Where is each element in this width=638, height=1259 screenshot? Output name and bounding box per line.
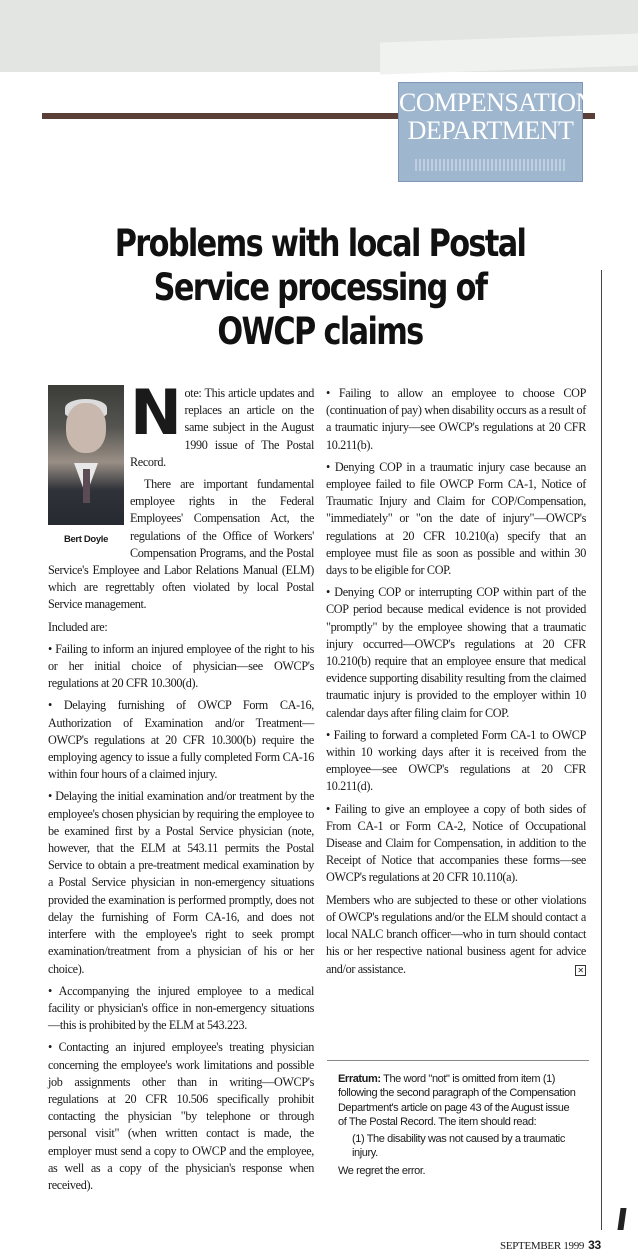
- author-portrait-image: [48, 385, 124, 525]
- violation-item: • Denying COP in a traumatic injury case because an employee failed to file OWCP Form CA-1, Notice of Traumatic Injury and Claim for COP/Compensation, "immediately" or "on the date of injury"—OWCP's regulations at 20 CFR 10.210(a) specify that an employee must file as soon as possible and within 30 days to be eligible for COP.: [326, 459, 586, 578]
- department-line1: COMPENSATION: [399, 88, 594, 117]
- closing-paragraph: [326, 892, 586, 978]
- closing-text: Members who are subjected to these or other violations of OWCP's regulations and/or the ELM should contact a local NALC branch officer—who in turn should contact his or her respective national business agent for advice and/or assistance.: [326, 892, 586, 976]
- article-column-left: [48, 376, 314, 1199]
- department-banner: [398, 82, 594, 182]
- erratum-paragraph: [338, 1072, 576, 1129]
- article-column-right: [326, 385, 586, 983]
- page-footer: [500, 1238, 601, 1252]
- issue-date: SEPTEMBER 1999: [500, 1240, 585, 1252]
- erratum-divider: [327, 1060, 589, 1061]
- erratum-text: The word "not" is omitted from item (1) following the second paragraph of the Compensation Department's article on page 43 of the August issue of The Postal Record. The item should read:: [338, 1073, 576, 1128]
- article-title: Problems with local Postal Service processing of OWCP claims: [114, 222, 526, 353]
- column-rule: [601, 270, 602, 1230]
- violation-item: • Contacting an injured employee's treating physician concerning the employee's work limitations and possible job assignments other than in writing—OWCP's regulations at 20 CFR 10.506 specifically prohibit contacting the physician "by telephone or through personal visit" (when written contact is made, the employer must send a copy to OWCP and the employee, as well as a copy of the physician's response when received).: [48, 1040, 314, 1192]
- violation-item: • Failing to allow an employee to choose COP (continuation of pay) when disability occurs as a result of a traumatic injury—see OWCP's regulations at 20 CFR 10.211(b).: [326, 386, 586, 452]
- department-line2: DEPARTMENT: [407, 116, 574, 145]
- violation-item: • Denying COP or interrupting COP within part of the COP period because medical evidence is not provided "promptly" by the employee showing that a traumatic injury occurred—OWCP's regulations at 20 CFR 10.210(b) require that an employee ensure that medical evidence supporting disability resulting from the claimed traumatic injury is provided to the employer within 10 calendar days after filing claim for COP.: [326, 585, 586, 720]
- violation-item: • Failing to inform an injured employee of the right to his or her initial choice of physician—see OWCP's regulations at 20 CFR 10.300(d).: [48, 641, 314, 691]
- violation-item: • Delaying furnishing of OWCP Form CA-16, Authorization of Examination and/or Treatment—OWCP's regulations at 20 CFR 10.300(b) require the employing agency to issue a fully completed Form CA-16 within four hours of a claimed injury.: [48, 698, 314, 782]
- intro-note: ote: This article updates and replaces an article on the same subject in the August 1990 issue of The Postal Record.: [130, 386, 314, 469]
- rights-paragraph: There are important fundamental employee rights in the Federal Employees' Compensation Act, the regulations of the Office of Workers' Compensation Programs, and the Postal Service's Employee and Labor Relations Manual (ELM) which are regrettably often violated by local Postal Service management.: [48, 477, 314, 612]
- author-photo: [48, 385, 124, 545]
- violation-item: • Accompanying the injured employee to a medical facility or physician's office in non-emergency situations—this is prohibited by the ELM at 543.223.: [48, 983, 314, 1033]
- erratum-label: Erratum:: [338, 1073, 381, 1085]
- scan-edge-mark: [617, 1208, 626, 1230]
- included-label: Included are:: [48, 619, 108, 634]
- end-mark-icon: ✕: [575, 965, 586, 976]
- violation-item: • Failing to give an employee a copy of both sides of From CA-1 or Form CA-2, Notice of Occupational Disease and Claim for Compensation, in addition to the Receipt of Notice that accompanies these forms—see OWCP's regulations at 20 CFR 10.110(a).: [326, 801, 586, 885]
- violation-item: • Delaying the initial examination and/or treatment by the employee's chosen physician by requiring the employee to be examined first by a Postal Service physician (note, however, that the ELM at 543.11 permits the Postal Service to obtain a pre-treatment medical examination by a Postal Service physician in non-emergency situations provided the examination is performed promptly, does not delay the furnishing of Form CA-16, and does not interfere with the employee's right to seek prompt examination/treatment from a physician of his or her choice).: [48, 789, 314, 976]
- author-byline: Bert Doyle: [63, 534, 108, 545]
- banner-pattern: [415, 159, 566, 171]
- violation-item: • Failing to forward a completed Form CA-1 to OWCP within 10 working days after it is received from the employee—see OWCP's regulations at 20 CFR 10.211(d).: [326, 727, 586, 794]
- drop-cap: N: [130, 376, 182, 449]
- scan-top-band: [0, 0, 638, 72]
- erratum-quote: (1) The disability was not caused by a traumatic injury.: [352, 1133, 565, 1160]
- erratum-box: [338, 1072, 576, 1181]
- page-number: 33: [588, 1238, 601, 1252]
- erratum-regret: We regret the error.: [338, 1164, 426, 1177]
